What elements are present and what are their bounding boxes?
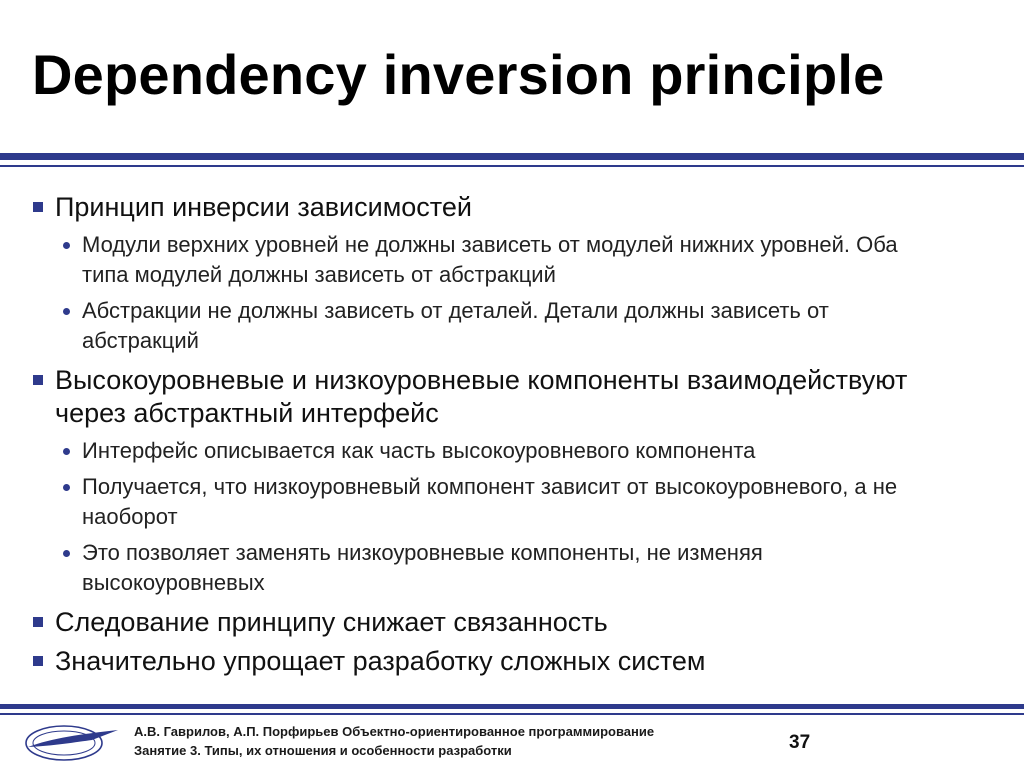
- sub-bullet-item: [33, 538, 1003, 598]
- sub-bullet-item: [33, 296, 1003, 356]
- footer-lesson: Занятие 3. Типы, их отношения и особенности разработки: [134, 743, 512, 758]
- bullet-text: Принцип инверсии зависимостей: [55, 192, 472, 222]
- bullet-line: Высокоуровневые и низкоуровневые компоненты взаимодействуют: [55, 365, 908, 395]
- sub-bullet-line: наоборот: [82, 504, 178, 529]
- bullet-text: Следование принципу снижает связанность: [55, 607, 608, 637]
- bullet-text: Значительно упрощает разработку сложных систем: [55, 646, 706, 676]
- footer-divider: [0, 704, 1024, 709]
- sub-bullet-line: Это позволяет заменять низкоуровневые компоненты, не изменяя: [82, 540, 763, 565]
- sub-bullet-line: Получается, что низкоуровневый компонент зависит от высокоуровневого, а не: [82, 474, 898, 499]
- title-divider: [0, 153, 1024, 160]
- round-bullet-icon: [63, 484, 70, 491]
- square-bullet-icon: [33, 202, 43, 212]
- bullet-line: через абстрактный интерфейс: [55, 398, 439, 428]
- title-divider-thin: [0, 165, 1024, 167]
- slide-body: [33, 191, 1003, 678]
- sub-bullet-line: абстракций: [82, 328, 199, 353]
- sub-bullet-line: Абстракции не должны зависеть от деталей. Детали должны зависеть от: [82, 298, 829, 323]
- round-bullet-icon: [63, 308, 70, 315]
- sub-bullet-line: Интерфейс описывается как часть высокоуровневого компонента: [82, 438, 756, 463]
- page-number: 37: [789, 732, 811, 753]
- sub-bullet-item: [33, 230, 1003, 290]
- sub-bullet-line: типа модулей должны зависеть от абстракций: [82, 262, 556, 287]
- sub-bullet-item: [33, 436, 1003, 466]
- university-logo-icon: [22, 716, 122, 766]
- footer-divider-thin: [0, 713, 1024, 715]
- footer-authors-course: А.В. Гаврилов, А.П. Порфирьев Объектно-ориентированное программирование: [134, 724, 655, 739]
- sub-bullet-line: высокоуровневых: [82, 570, 265, 595]
- sub-bullet-item: [33, 472, 1003, 532]
- slide-title: Dependency inversion principle: [32, 43, 885, 106]
- square-bullet-icon: [33, 656, 43, 666]
- footer-credits: [134, 722, 654, 760]
- bullet-item: [33, 606, 1003, 639]
- round-bullet-icon: [63, 550, 70, 557]
- square-bullet-icon: [33, 617, 43, 627]
- bullet-item: [33, 191, 1003, 224]
- bullet-item: [33, 645, 1003, 678]
- round-bullet-icon: [63, 448, 70, 455]
- sub-bullet-line: Модули верхних уровней не должны зависеть от модулей нижних уровней. Оба: [82, 232, 898, 257]
- round-bullet-icon: [63, 242, 70, 249]
- square-bullet-icon: [33, 375, 43, 385]
- bullet-item: [33, 364, 1003, 430]
